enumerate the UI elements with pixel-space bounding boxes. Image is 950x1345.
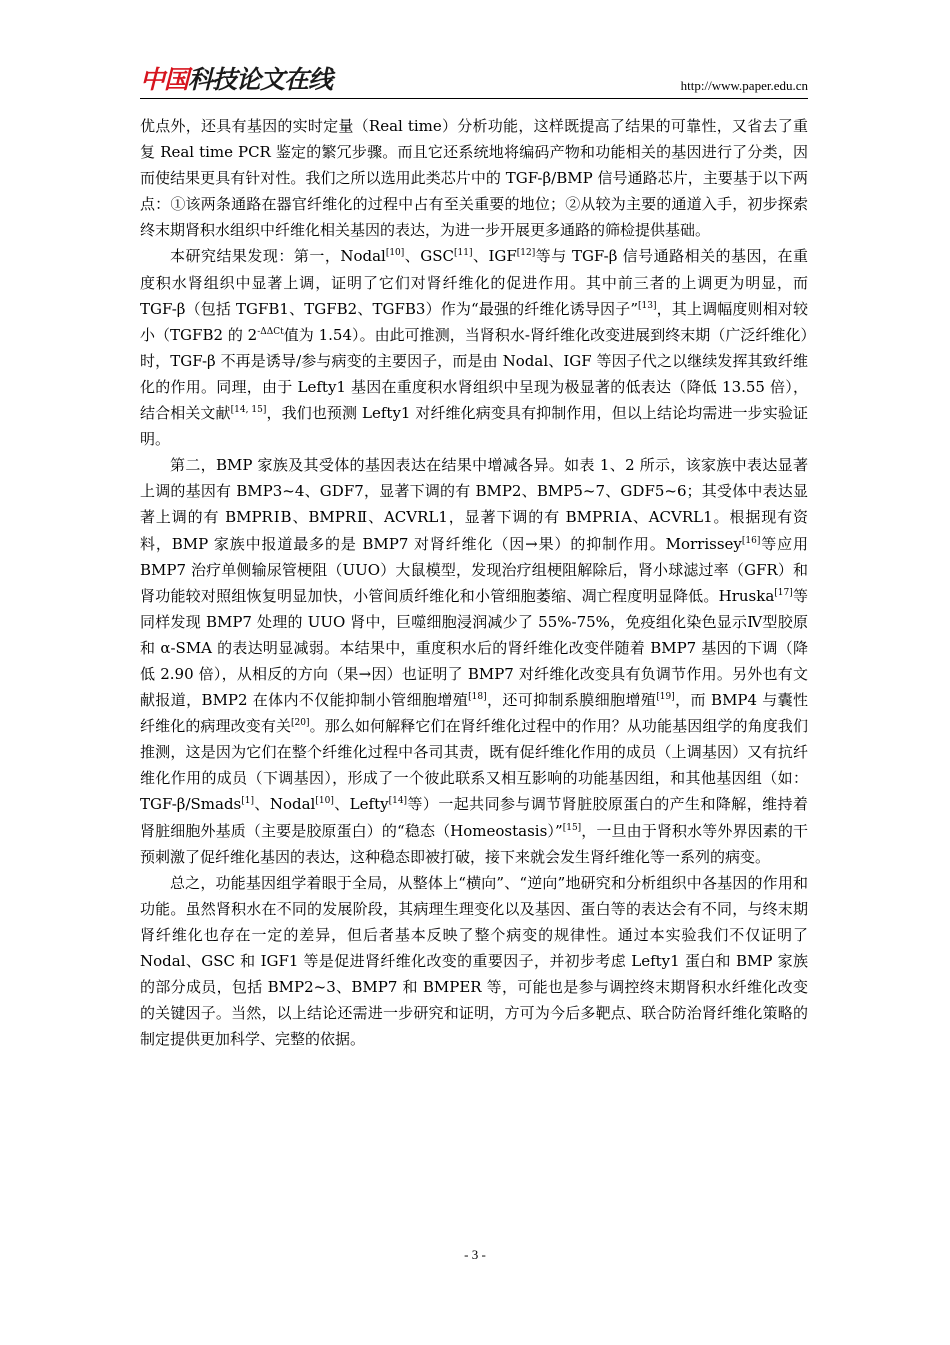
text-run: ，还可抑制系膜细胞增殖	[486, 691, 657, 710]
citation-superscript: [11]	[454, 248, 473, 259]
logo-text-red: 中国	[140, 65, 189, 94]
text-run: ，而 BMP4 与囊性纤维化的病理改变有关	[140, 691, 808, 736]
page-number: - 3 -	[464, 1247, 486, 1262]
text-run: 等应用 BMP7 治疗单侧输尿管梗阻（UUO）大鼠模型，发现治疗组梗阻解除后，肾小球滤过率（GFR）和肾功能较对照组恢复明显加快，小管间质纤维化和小管细胞萎缩、凋亡程度明显降低。Hruska	[140, 534, 808, 605]
paragraph-4	[140, 870, 808, 1053]
citation-superscript: [10]	[385, 248, 405, 259]
citation-superscript: [19]	[656, 692, 675, 703]
text-run: 第二，BMP 家族及其受体的基因表达在结果中增减各异。如表 1、2 所示，该家族中表达显著上调的基因有 BMP3~4、GDF7，显著下调的有 BMP2、BMP5~7、GDF5~6；其受体中表达显著上调的有 BMPRⅠB、BMPRⅡ、ACVRL1，显著下调的有 BMPRⅠA、ACVRL1。根据现有资料，BMP 家族中报道最多的是 BMP7 对肾纤维化（因→果）的抑制作用。Morrissey	[140, 456, 808, 553]
citation-superscript: [16]	[741, 535, 761, 546]
citation-superscript: [10]	[315, 796, 334, 807]
citation-superscript: [14]	[388, 796, 408, 807]
header-url: http://www.paper.edu.cn	[680, 78, 808, 93]
text-run: 总之，功能基因组学着眼于全局，从整体上“横向”、“逆向”地研究和分析组织中各基因的作用和功能。虽然肾积水在不同的发展阶段，其病理生理变化以及基因、蛋白等的表达会有不同，与终末期肾纤维化也存在一定的差异，但后者基本反映了整个病变的规律性。通过本实验我们不仅证明了 Nodal、GSC 和 IGF1 等是促进肾纤维化改变的重要因子，并初步考虑 Lefty1 蛋白和 BMP 家族的部分成员，包括 BMP2~3、BMP7 和 BMPER 等，可能也是参与调控终末期肾积水纤维化改变的关键因子。当然，以上结论还需进一步研究和证明，方可为今后多靶点、联合防治肾纤维化策略的制定提供更加科学、完整的依据。	[140, 873, 808, 1049]
text-run: 、Nodal	[254, 795, 316, 814]
text-run: 等与 TGF-β 信号通路相关的基因，在重度积水肾组织中显著上调，证明了它们对肾纤维化的促进作用。其中前三者的上调更为明显，而 TGF-β（包括 TGFB1、TGFB2、TGFB3）作为“最强的纤维化诱导因子”	[140, 247, 808, 318]
citation-superscript: [1]	[241, 796, 255, 807]
text-run: 、GSC	[404, 247, 454, 266]
paragraph-1	[140, 113, 808, 243]
paragraph-3	[140, 452, 808, 870]
citation-superscript: [12]	[516, 248, 536, 259]
text-run: 等）一起共同参与调节肾脏胶原蛋白的产生和降解，维持着肾脏细胞外基质（主要是胶原蛋白）的“稳态（Homeostasis）”	[140, 795, 808, 840]
logo-text-black: 科技论文在线	[188, 65, 333, 94]
citation-superscript: [20]	[291, 718, 310, 729]
citation-superscript: [15]	[562, 822, 582, 833]
citation-superscript: -ΔΔCt	[257, 326, 284, 337]
citation-superscript: [14, 15]	[230, 405, 267, 416]
text-run: 、Lefty	[333, 795, 389, 814]
text-run: 优点外，还具有基因的实时定量（Real time）分析功能，这样既提高了结果的可靠性，又省去了重复 Real time PCR 鉴定的繁冗步骤。而且它还系统地将编码产物和功能相关的基因进行了分类，因而使结果更具有针对性。我们之所以选用此类芯片中的 TGF-β/BMP 信号通路芯片，主要基于以下两点：①该两条通路在器官纤维化的过程中占有至关重要的地位；②从较为主要的通道入手，初步探索终末期肾积水组织中纤维化相关基因的表达，为进一步开展更多通路的筛检提供基础。	[140, 117, 808, 240]
text-run: ，一旦由于肾积水等外界因素的干预刺激了促纤维化基因的表达，这种稳态即被打破，接下来就会发生肾纤维化等一系列的病变。	[140, 821, 808, 866]
citation-superscript: [17]	[774, 587, 793, 598]
text-run: ，其上调幅度则相对较小（TGFB2 的 2	[140, 299, 808, 344]
text-run: 本研究结果发现：第一，Nodal	[170, 247, 386, 266]
text-run: ，我们也预测 Lefty1 对纤维化病变具有抑制作用，但以上结论均需进一步实验证明。	[140, 404, 808, 449]
citation-superscript: [13]	[638, 300, 657, 311]
text-run: 。那么如何解释它们在肾纤维化过程中的作用？从功能基因组学的角度我们推测，这是因为它们在整个纤维化过程中各司其责，既有促纤维化作用的成员（上调基因）又有抗纤维化作用的成员（下调基因），形成了一个彼此联系又相互影响的功能基因组，和其他基因组（如：TGF-β/Smads	[140, 717, 808, 814]
text-run: 值为 1.54）。由此可推测，当肾积水-肾纤维化改变进展到终末期（广泛纤维化）时，TGF-β 不再是诱导/参与病变的主要因子，而是由 Nodal、IGF 等因子代之以继续发挥其致纤维化的作用。同理，由于 Lefty1 基因在重度积水肾组织中呈现为极显著的低表达（降低 13.55 倍），结合相关文献	[140, 325, 808, 423]
text-run: 等同样发现 BMP7 处理的 UUO 肾中，巨噬细胞浸润减少了 55%-75%，免疫组化染色显示Ⅳ型胶原和 α-SMA 的表达明显减弱。本结果中，重度积水后的肾纤维化改变伴随着 BMP7 基因的下调（降低 2.90 倍），从相反的方向（果→因）也证明了 BMP7 对纤维化改变具有负调节作用。另外也有文献报道，BMP2 在体内不仅能抑制小管细胞增殖	[140, 586, 808, 710]
paragraph-2	[140, 243, 808, 452]
journal-logo	[140, 65, 332, 95]
article-body	[140, 113, 808, 1052]
text-run: 、IGF	[472, 247, 517, 266]
page-header	[140, 62, 808, 99]
citation-superscript: [18]	[468, 692, 487, 703]
